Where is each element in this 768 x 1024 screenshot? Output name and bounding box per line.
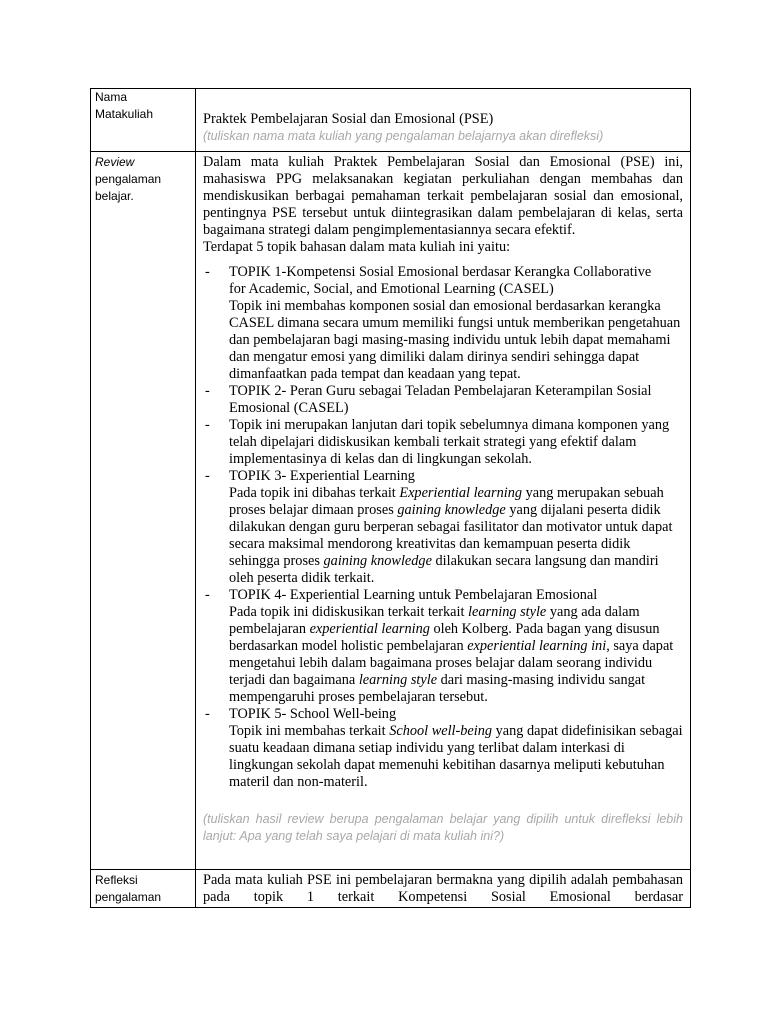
text-run: yang dijalani peserta didik dilakukan dengan guru berperan sebagai fasilitator dan motivator untuk dapat secara maksimal mendorong kreativitas dan kemampuan peserta didik sehingga proses — [229, 502, 673, 569]
label-refleksi — [91, 870, 196, 908]
text-run: Pada topik ini didiskusikan terkait terkait — [229, 604, 469, 620]
text-run-italic: School well-being — [389, 723, 493, 739]
topic-item — [203, 706, 683, 791]
cell-refleksi-content — [196, 870, 691, 908]
row-review — [91, 152, 691, 870]
cell-review-content — [196, 152, 691, 870]
topic-description: Topik ini membahas komponen sosial dan emosional berdasarkan kerangka CASEL dimana secara umum memiliki fungsi untuk memberikan pengetahuan dan pembelajaran bagi masing-masing individu untuk lebih dapat memahami dan mengatur emosi yang dimiliki dalam dirinya sendiri sehingga dapat dimanfaatkan pada tempat dan keadaan yang tepat. — [229, 298, 681, 382]
text-run-italic: experiential learning ini — [467, 638, 607, 654]
row-refleksi — [91, 870, 691, 908]
text-run-italic: learning style — [358, 672, 438, 688]
label-nama-matakuliah — [91, 89, 196, 152]
reflection-form-table — [90, 88, 691, 908]
text-run: dilakukan secara langsung dan mandiri oleh peserta didik terkait. — [229, 553, 659, 586]
topic-title: Emosional (CASEL) — [229, 400, 349, 416]
review-intro-last: Terdapat 5 topik bahasan dalam mata kuliah ini yaitu: — [203, 239, 511, 255]
topic-list — [203, 264, 683, 791]
text-run: Pada topik ini dibahas terkait — [229, 485, 400, 501]
bullet-dash: - — [205, 264, 210, 280]
bullet-dash: - — [205, 587, 210, 603]
text-run-italic: gaining knowledge — [323, 553, 432, 569]
topic-description: Topik ini merupakan lanjutan dari topik sebelumnya dimana komponen yang telah dipelajari didiskusikan kembali terkait strategi yang efektif dalam implementasinya di kelas dan di lingkungan sekolah. — [229, 417, 670, 467]
text-run-italic: gaining knowledge — [397, 502, 506, 518]
text-run: , saya dapat mengetahui lebih dalam bagaimana proses belajar dalam seorang individu terjadi dan bagaimana — [229, 638, 674, 688]
topic-title: for Academic, Social, and Emotional Learning (CASEL) — [229, 281, 554, 297]
topic-item — [203, 587, 683, 706]
text-run: Topik ini membahas terkait — [229, 723, 390, 739]
text-run: dari masing-masing individu sangat mempengaruhi proses pembelajaran tersebut. — [229, 672, 646, 705]
refleksi-text: Pada mata kuliah PSE ini pembelajaran bermakna yang dipilih adalah pembahasan pada topik 1 terkait Kompetensi Sosial Emosional berdasar — [203, 872, 683, 905]
bullet-dash: - — [205, 468, 210, 484]
topic-description — [229, 723, 683, 791]
label-line: Nama — [95, 90, 128, 104]
topic-description — [229, 485, 683, 587]
topic-title: TOPIK 1-Kompetensi Sosial Emosional berdasar Kerangka Collaborative — [229, 264, 652, 280]
text-run-italic: learning style — [468, 604, 547, 620]
bullet-dash: - — [205, 417, 210, 433]
cell-course-name — [196, 89, 691, 152]
bullet-dash: - — [205, 383, 210, 399]
text-run: yang dapat didefinisikan sebagai suatu keadaan dimana setiap individu yang terlibat dalam interkasi di lingkungan sekolah dapat memenuhi kebitihan dasarnya meliputi kebutuhan materil dan non-materil. — [229, 723, 683, 790]
topic-description — [229, 604, 683, 706]
label-line: pengalaman — [95, 890, 162, 904]
row-nama-matakuliah — [91, 89, 691, 152]
label-line: pengalaman — [95, 172, 162, 186]
topic-item — [203, 417, 683, 468]
label-line: belajar. — [95, 189, 134, 203]
course-title: Praktek Pembelajaran Sosial dan Emosional (PSE) — [203, 111, 494, 127]
topic-item — [203, 264, 683, 383]
label-review — [91, 152, 196, 870]
topic-title: TOPIK 5- School Well-being — [229, 706, 397, 722]
text-run: oleh Kolberg. Pada bagan yang disusun berdasarkan model holistic pembelajaran — [229, 621, 660, 654]
label-line: Review — [95, 155, 135, 169]
topic-item — [203, 468, 683, 587]
review-intro: Dalam mata kuliah Praktek Pembelajaran Sosial dan Emosional (PSE) ini, mahasiswa PPG melaksanakan kegiatan perkuliahan dengan membahas dan mendiskusikan berbagai pemahaman terkait pembelajaran sosial dan emosional, pentingnya PSE tersebut untuk diintegrasikan dalam pembelajaran di kelas, serta bagaimana strategi dalam pengimplementasiannya secara efektif. — [203, 154, 683, 238]
topic-title: TOPIK 2- Peran Guru sebagai Teladan Pembelajaran Keterampilan Sosial — [229, 383, 652, 399]
text-run: yang ada dalam pembelajaran — [229, 604, 640, 637]
topic-item — [203, 383, 683, 417]
label-line: Refleksi — [95, 873, 138, 887]
topic-title: TOPIK 3- Experiential Learning — [229, 468, 415, 484]
text-run: yang merupakan sebuah proses belajar dimaan proses — [229, 485, 664, 518]
topic-title: TOPIK 4- Experiential Learning untuk Pembelajaran Emosional — [229, 587, 598, 603]
label-line: Matakuliah — [95, 107, 154, 121]
text-run-italic: Experiential learning — [399, 485, 523, 501]
hint-course-name: (tuliskan nama mata kuliah yang pengalaman belajarnya akan direfleksi) — [203, 129, 604, 143]
bullet-dash: - — [205, 706, 210, 722]
text-run-italic: experiential learning — [309, 621, 430, 637]
hint-review: (tuliskan hasil review berupa pengalaman belajar yang dipilih untuk direfleksi lebih lanjut: Apa yang telah saya pelajari di mata kuliah ini?) — [203, 812, 683, 843]
